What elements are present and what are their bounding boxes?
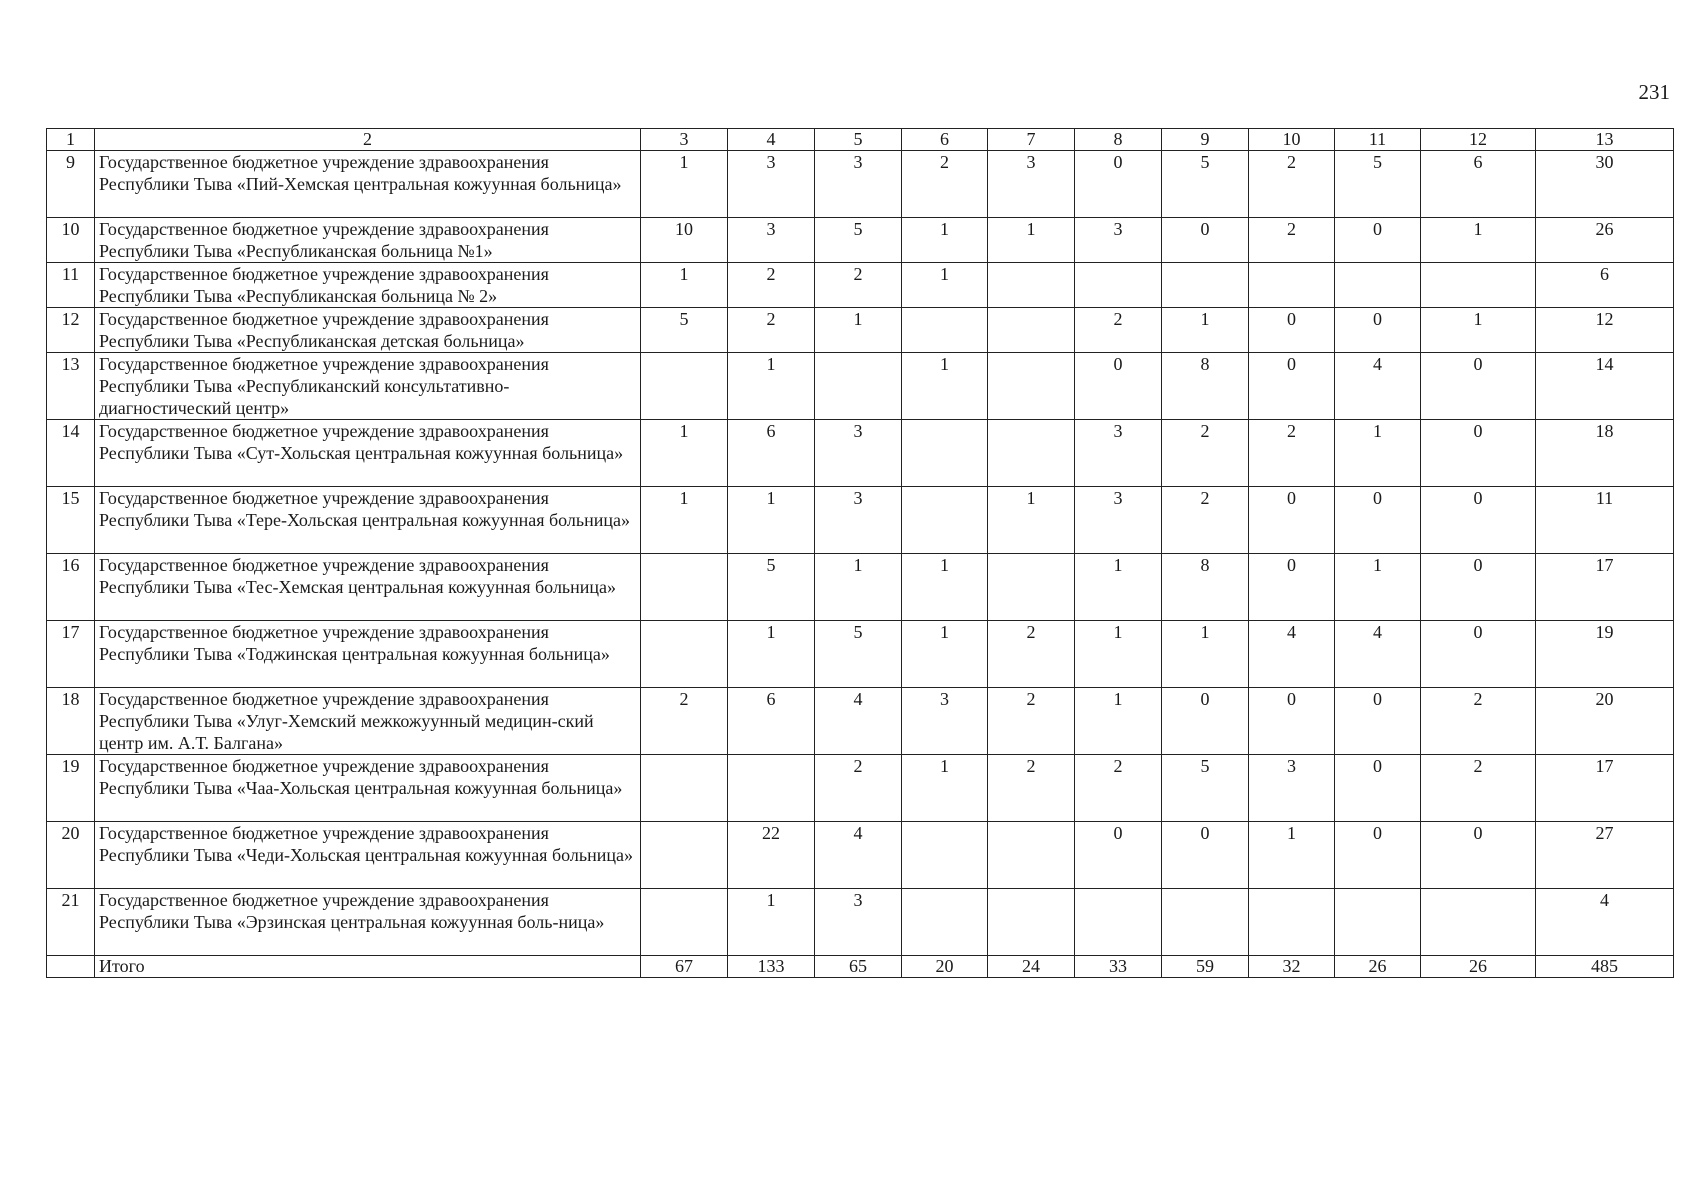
value-cell: 1: [1075, 621, 1162, 688]
table-row: [47, 218, 1674, 263]
table-body: [47, 129, 1674, 978]
value-cell: 1: [641, 263, 728, 308]
value-cell: 1: [1075, 554, 1162, 621]
value-cell: 59: [1162, 956, 1249, 978]
value-cell: [728, 755, 815, 822]
value-cell: [1249, 889, 1335, 956]
value-cell: 24: [988, 956, 1075, 978]
value-cell: 4: [1335, 353, 1421, 420]
value-cell: 3: [815, 420, 902, 487]
value-cell: 5: [1335, 151, 1421, 218]
row-number-cell: 12: [47, 308, 95, 353]
value-cell: 1: [1075, 688, 1162, 755]
value-cell: 22: [728, 822, 815, 889]
header-cell: 9: [1162, 129, 1249, 151]
total-row: [47, 956, 1674, 978]
header-cell: 11: [1335, 129, 1421, 151]
value-cell: 4: [1249, 621, 1335, 688]
value-cell: [988, 353, 1075, 420]
value-cell: 0: [1421, 621, 1536, 688]
value-cell: 0: [1335, 218, 1421, 263]
value-cell: 4: [1335, 621, 1421, 688]
header-cell: 10: [1249, 129, 1335, 151]
row-number-cell: 10: [47, 218, 95, 263]
header-cell: 6: [902, 129, 988, 151]
institution-name-cell: Государственное бюджетное учреждение здравоохранения Республики Тыва «Тере-Хольская центральная кожуунная больница»: [95, 487, 641, 554]
value-cell: 1: [1421, 218, 1536, 263]
value-cell: 1: [1162, 308, 1249, 353]
value-cell: 12: [1536, 308, 1674, 353]
value-cell: 1: [1162, 621, 1249, 688]
table-row: [47, 621, 1674, 688]
value-cell: 2: [988, 688, 1075, 755]
value-cell: [1335, 263, 1421, 308]
value-cell: 2: [1162, 420, 1249, 487]
table-row: [47, 822, 1674, 889]
value-cell: 0: [1249, 353, 1335, 420]
value-cell: 6: [1421, 151, 1536, 218]
value-cell: [902, 889, 988, 956]
value-cell: 3: [728, 151, 815, 218]
value-cell: 1: [641, 151, 728, 218]
institution-name-cell: Государственное бюджетное учреждение здравоохранения Республики Тыва «Улуг-Хемский межкожуунный медицин-ский центр им. А.Т. Балгана»: [95, 688, 641, 755]
value-cell: [988, 263, 1075, 308]
value-cell: [902, 308, 988, 353]
header-cell: 7: [988, 129, 1075, 151]
value-cell: 27: [1536, 822, 1674, 889]
value-cell: [641, 822, 728, 889]
value-cell: 485: [1536, 956, 1674, 978]
institution-name-cell: Государственное бюджетное учреждение здравоохранения Республики Тыва «Республиканская больница № 2»: [95, 263, 641, 308]
value-cell: 17: [1536, 755, 1674, 822]
row-number-cell: 18: [47, 688, 95, 755]
value-cell: 0: [1162, 822, 1249, 889]
value-cell: 2: [1162, 487, 1249, 554]
header-cell: 5: [815, 129, 902, 151]
value-cell: [988, 308, 1075, 353]
value-cell: 0: [1421, 554, 1536, 621]
value-cell: 2: [1421, 755, 1536, 822]
value-cell: 1: [902, 263, 988, 308]
value-cell: [1335, 889, 1421, 956]
report-table: [46, 128, 1674, 978]
table-row: [47, 308, 1674, 353]
value-cell: 3: [902, 688, 988, 755]
value-cell: 1: [815, 308, 902, 353]
value-cell: 2: [728, 263, 815, 308]
value-cell: 0: [1075, 822, 1162, 889]
table-row: [47, 554, 1674, 621]
row-number-cell: [47, 956, 95, 978]
header-cell: 13: [1536, 129, 1674, 151]
value-cell: 1: [728, 889, 815, 956]
institution-name-cell: Государственное бюджетное учреждение здравоохранения Республики Тыва «Сут-Хольская центральная кожуунная больница»: [95, 420, 641, 487]
header-cell: 12: [1421, 129, 1536, 151]
value-cell: 3: [1075, 487, 1162, 554]
value-cell: 0: [1335, 308, 1421, 353]
value-cell: [641, 889, 728, 956]
value-cell: 26: [1335, 956, 1421, 978]
value-cell: 2: [988, 755, 1075, 822]
table-row: [47, 755, 1674, 822]
value-cell: 4: [815, 822, 902, 889]
row-number-cell: 11: [47, 263, 95, 308]
value-cell: [902, 487, 988, 554]
value-cell: 20: [902, 956, 988, 978]
value-cell: 0: [1335, 688, 1421, 755]
value-cell: 2: [815, 263, 902, 308]
value-cell: [988, 822, 1075, 889]
value-cell: 3: [1075, 420, 1162, 487]
value-cell: 2: [1249, 151, 1335, 218]
value-cell: 3: [1249, 755, 1335, 822]
value-cell: 2: [1075, 308, 1162, 353]
value-cell: 0: [1249, 688, 1335, 755]
table-row: [47, 420, 1674, 487]
institution-name-cell: Государственное бюджетное учреждение здравоохранения Республики Тыва «Пий-Хемская центральная кожуунная больница»: [95, 151, 641, 218]
value-cell: [1162, 263, 1249, 308]
value-cell: 2: [815, 755, 902, 822]
value-cell: 1: [988, 218, 1075, 263]
value-cell: 17: [1536, 554, 1674, 621]
row-number-cell: 19: [47, 755, 95, 822]
table-row: [47, 151, 1674, 218]
value-cell: 5: [815, 621, 902, 688]
value-cell: 1: [1421, 308, 1536, 353]
value-cell: 2: [902, 151, 988, 218]
value-cell: 0: [1335, 822, 1421, 889]
value-cell: 0: [1249, 554, 1335, 621]
value-cell: 2: [728, 308, 815, 353]
value-cell: 1: [902, 554, 988, 621]
value-cell: [1421, 263, 1536, 308]
value-cell: 1: [1249, 822, 1335, 889]
value-cell: 6: [728, 688, 815, 755]
value-cell: 2: [1421, 688, 1536, 755]
institution-name-cell: Государственное бюджетное учреждение здравоохранения Республики Тыва «Республиканская больница №1»: [95, 218, 641, 263]
value-cell: 11: [1536, 487, 1674, 554]
value-cell: 26: [1536, 218, 1674, 263]
header-cell: 8: [1075, 129, 1162, 151]
value-cell: [988, 889, 1075, 956]
value-cell: 1: [815, 554, 902, 621]
value-cell: 10: [641, 218, 728, 263]
value-cell: [902, 420, 988, 487]
row-number-cell: 17: [47, 621, 95, 688]
value-cell: 8: [1162, 554, 1249, 621]
table-row: [47, 263, 1674, 308]
value-cell: 5: [1162, 151, 1249, 218]
value-cell: 2: [988, 621, 1075, 688]
value-cell: [1075, 889, 1162, 956]
value-cell: 0: [1249, 308, 1335, 353]
value-cell: 1: [641, 420, 728, 487]
value-cell: 4: [815, 688, 902, 755]
value-cell: 65: [815, 956, 902, 978]
institution-name-cell: Государственное бюджетное учреждение здравоохранения Республики Тыва «Эрзинская центральная кожуунная боль-ница»: [95, 889, 641, 956]
value-cell: 1: [988, 487, 1075, 554]
value-cell: 67: [641, 956, 728, 978]
row-number-cell: 15: [47, 487, 95, 554]
row-number-cell: 21: [47, 889, 95, 956]
value-cell: [641, 554, 728, 621]
value-cell: [1162, 889, 1249, 956]
value-cell: 0: [1335, 755, 1421, 822]
header-cell: 1: [47, 129, 95, 151]
institution-name-cell: Итого: [95, 956, 641, 978]
value-cell: 1: [728, 621, 815, 688]
value-cell: 2: [641, 688, 728, 755]
header-cell: 4: [728, 129, 815, 151]
row-number-cell: 13: [47, 353, 95, 420]
value-cell: 1: [902, 755, 988, 822]
value-cell: 0: [1335, 487, 1421, 554]
value-cell: 0: [1249, 487, 1335, 554]
value-cell: 6: [1536, 263, 1674, 308]
value-cell: 5: [1162, 755, 1249, 822]
value-cell: 4: [1536, 889, 1674, 956]
value-cell: 133: [728, 956, 815, 978]
value-cell: 2: [1075, 755, 1162, 822]
value-cell: 2: [1249, 218, 1335, 263]
value-cell: [1421, 889, 1536, 956]
value-cell: 0: [1075, 353, 1162, 420]
value-cell: 26: [1421, 956, 1536, 978]
value-cell: [641, 621, 728, 688]
institution-name-cell: Государственное бюджетное учреждение здравоохранения Республики Тыва «Чеди-Хольская центральная кожуунная больница»: [95, 822, 641, 889]
value-cell: 1: [728, 353, 815, 420]
value-cell: 3: [815, 151, 902, 218]
value-cell: 32: [1249, 956, 1335, 978]
value-cell: 0: [1162, 218, 1249, 263]
value-cell: 0: [1421, 353, 1536, 420]
value-cell: 3: [815, 889, 902, 956]
row-number-cell: 9: [47, 151, 95, 218]
value-cell: 1: [1335, 554, 1421, 621]
header-cell: 2: [95, 129, 641, 151]
value-cell: 8: [1162, 353, 1249, 420]
institution-name-cell: Государственное бюджетное учреждение здравоохранения Республики Тыва «Тес-Хемская центральная кожуунная больница»: [95, 554, 641, 621]
value-cell: 1: [902, 621, 988, 688]
value-cell: 30: [1536, 151, 1674, 218]
value-cell: [641, 755, 728, 822]
table-row: [47, 688, 1674, 755]
value-cell: 1: [902, 218, 988, 263]
value-cell: 5: [641, 308, 728, 353]
value-cell: [641, 353, 728, 420]
value-cell: 0: [1421, 822, 1536, 889]
value-cell: 1: [1335, 420, 1421, 487]
row-number-cell: 14: [47, 420, 95, 487]
value-cell: 3: [988, 151, 1075, 218]
value-cell: 1: [902, 353, 988, 420]
value-cell: 3: [815, 487, 902, 554]
value-cell: 20: [1536, 688, 1674, 755]
value-cell: 1: [641, 487, 728, 554]
institution-name-cell: Государственное бюджетное учреждение здравоохранения Республики Тыва «Чаа-Хольская центральная кожуунная больница»: [95, 755, 641, 822]
value-cell: [815, 353, 902, 420]
value-cell: 1: [728, 487, 815, 554]
value-cell: 0: [1421, 420, 1536, 487]
table-row: [47, 353, 1674, 420]
institution-name-cell: Государственное бюджетное учреждение здравоохранения Республики Тыва «Республиканская детская больница»: [95, 308, 641, 353]
page-number: 231: [1638, 80, 1670, 104]
value-cell: 3: [1075, 218, 1162, 263]
header-cell: 3: [641, 129, 728, 151]
value-cell: 0: [1162, 688, 1249, 755]
value-cell: 2: [1249, 420, 1335, 487]
value-cell: [902, 822, 988, 889]
institution-name-cell: Государственное бюджетное учреждение здравоохранения Республики Тыва «Республиканский консультативно-диагностический центр»: [95, 353, 641, 420]
value-cell: 0: [1075, 151, 1162, 218]
value-cell: [1249, 263, 1335, 308]
value-cell: 6: [728, 420, 815, 487]
value-cell: 14: [1536, 353, 1674, 420]
value-cell: 5: [815, 218, 902, 263]
value-cell: 18: [1536, 420, 1674, 487]
value-cell: 0: [1421, 487, 1536, 554]
value-cell: [988, 554, 1075, 621]
value-cell: 3: [728, 218, 815, 263]
table-row: [47, 487, 1674, 554]
value-cell: 19: [1536, 621, 1674, 688]
value-cell: 33: [1075, 956, 1162, 978]
table-row: [47, 889, 1674, 956]
value-cell: 5: [728, 554, 815, 621]
value-cell: [988, 420, 1075, 487]
row-number-cell: 20: [47, 822, 95, 889]
value-cell: [1075, 263, 1162, 308]
institution-name-cell: Государственное бюджетное учреждение здравоохранения Республики Тыва «Тоджинская центральная кожуунная больница»: [95, 621, 641, 688]
row-number-cell: 16: [47, 554, 95, 621]
header-row: [47, 129, 1674, 151]
